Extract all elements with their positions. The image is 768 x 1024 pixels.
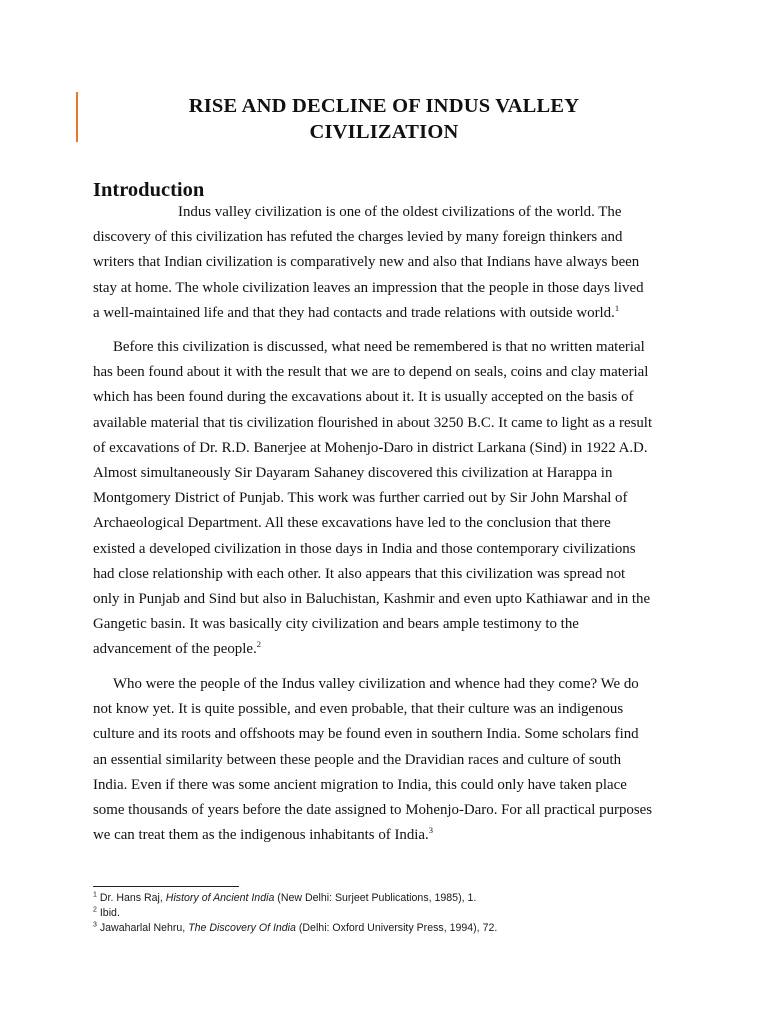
footnote-number: 2	[93, 906, 97, 914]
text-line: which has been found during the excavations about it. It is usually accepted on the basis of	[93, 389, 634, 406]
text-line: available material that tis civilization flourished in about 3250 B.C. It came to light as a result	[93, 414, 653, 431]
footnotes	[93, 891, 497, 935]
text-line: Who were the people of the Indus valley civilization and whence had they come? We do	[113, 676, 639, 692]
text-line: Almost simultaneously Sir Dayaram Sahaney discovered this civilization at Harappa in	[93, 465, 613, 482]
text-line: not know yet. It is quite possible, and even probable, that their culture was an indigenous	[93, 701, 624, 718]
text-line: writers that Indian civilization is comparatively new and also that Indians have always been	[93, 254, 640, 271]
text-line: of excavations of Dr. R.D. Banerjee at Mohenjo-Daro in district Larkana (Sind) in 1922 A.D.	[93, 439, 648, 456]
document-title	[0, 94, 768, 145]
paragraph-1	[93, 200, 683, 326]
text-line: Indus valley civilization is one of the oldest civilizations of the world. The	[178, 204, 622, 220]
footnote-title: History of Ancient India	[165, 892, 275, 904]
text-line: Archaeological Department. All these excavations have led to the conclusion that there	[93, 515, 611, 532]
footnote-text: Dr. Hans Raj,	[99, 892, 166, 904]
text-line-content: a well-maintained life and that they had contacts and trade relations with outside world.	[93, 304, 615, 321]
text-line: an essential similarity between these people and the Dravidian races and culture of south	[93, 751, 622, 768]
footnote-text: Jawaharlal Nehru,	[99, 921, 189, 934]
text-line: culture and its roots and offshoots may be found even in southern India. Some scholars find	[93, 726, 639, 743]
text-line-content: advancement of the people.	[93, 641, 257, 658]
text-line: Montgomery District of Punjab. This work was further carried out by Sir John Marshal of	[93, 490, 628, 507]
footnote-text: Ibid.	[99, 906, 120, 919]
text-line: discovery of this civilization has refuted the charges levied by many foreign thinkers and	[93, 229, 623, 246]
text-line-last	[93, 301, 683, 326]
footnote-ref: 3	[428, 825, 434, 836]
text-line: India. Even if there was some ancient migration to India, this could only have taken place	[93, 776, 627, 793]
footnote-number: 3	[93, 921, 97, 929]
text-line: Before this civilization is discussed, what need be remembered is that no written material	[113, 339, 645, 355]
paragraph-2	[93, 335, 683, 663]
footnote-text: (Delhi: Oxford University Press, 1994), 72.	[295, 921, 498, 934]
footnote-title: The Discovery Of India	[188, 921, 296, 934]
footnote-separator	[93, 886, 239, 887]
paragraph-3	[93, 672, 683, 848]
footnote-2	[93, 906, 497, 921]
title-line-1: RISE AND DECLINE OF INDUS VALLEY	[188, 95, 580, 117]
text-line: had close relationship with each other. It also appears that this civilization was spread not	[93, 565, 626, 582]
text-line: has been found about it with the result that we are to depend on seals, coins and clay material	[93, 364, 649, 381]
section-heading: Introduction	[93, 179, 205, 201]
title-line-2: CIVILIZATION	[309, 120, 459, 143]
text-line-content: we can treat them as the indigenous inhabitants of India.	[93, 827, 429, 844]
footnote-number: 1	[93, 891, 97, 899]
text-line: stay at home. The whole civilization leaves an impression that the people in those days lived	[93, 279, 644, 296]
text-line: only in Punjab and Sind but also in Baluchistan, Kashmir and even upto Kathiawar and in the	[93, 591, 651, 608]
text-line: Gangetic basin. It was basically city civilization and bears ample testimony to the	[93, 616, 579, 633]
footnote-1	[93, 891, 497, 906]
footnote-text: (New Delhi: Surjeet Publications, 1985), 1.	[274, 892, 477, 904]
text-line-last	[93, 823, 683, 848]
text-line-last	[93, 637, 683, 662]
footnote-3	[93, 921, 497, 936]
text-line: some thousands of years before the date assigned to Mohenjo-Daro. For all practical purposes	[93, 802, 653, 819]
footnote-ref: 2	[256, 639, 261, 650]
text-line: existed a developed civilization in those days in India and those contemporary civilizations	[93, 540, 636, 557]
footnote-ref: 1	[614, 302, 620, 313]
